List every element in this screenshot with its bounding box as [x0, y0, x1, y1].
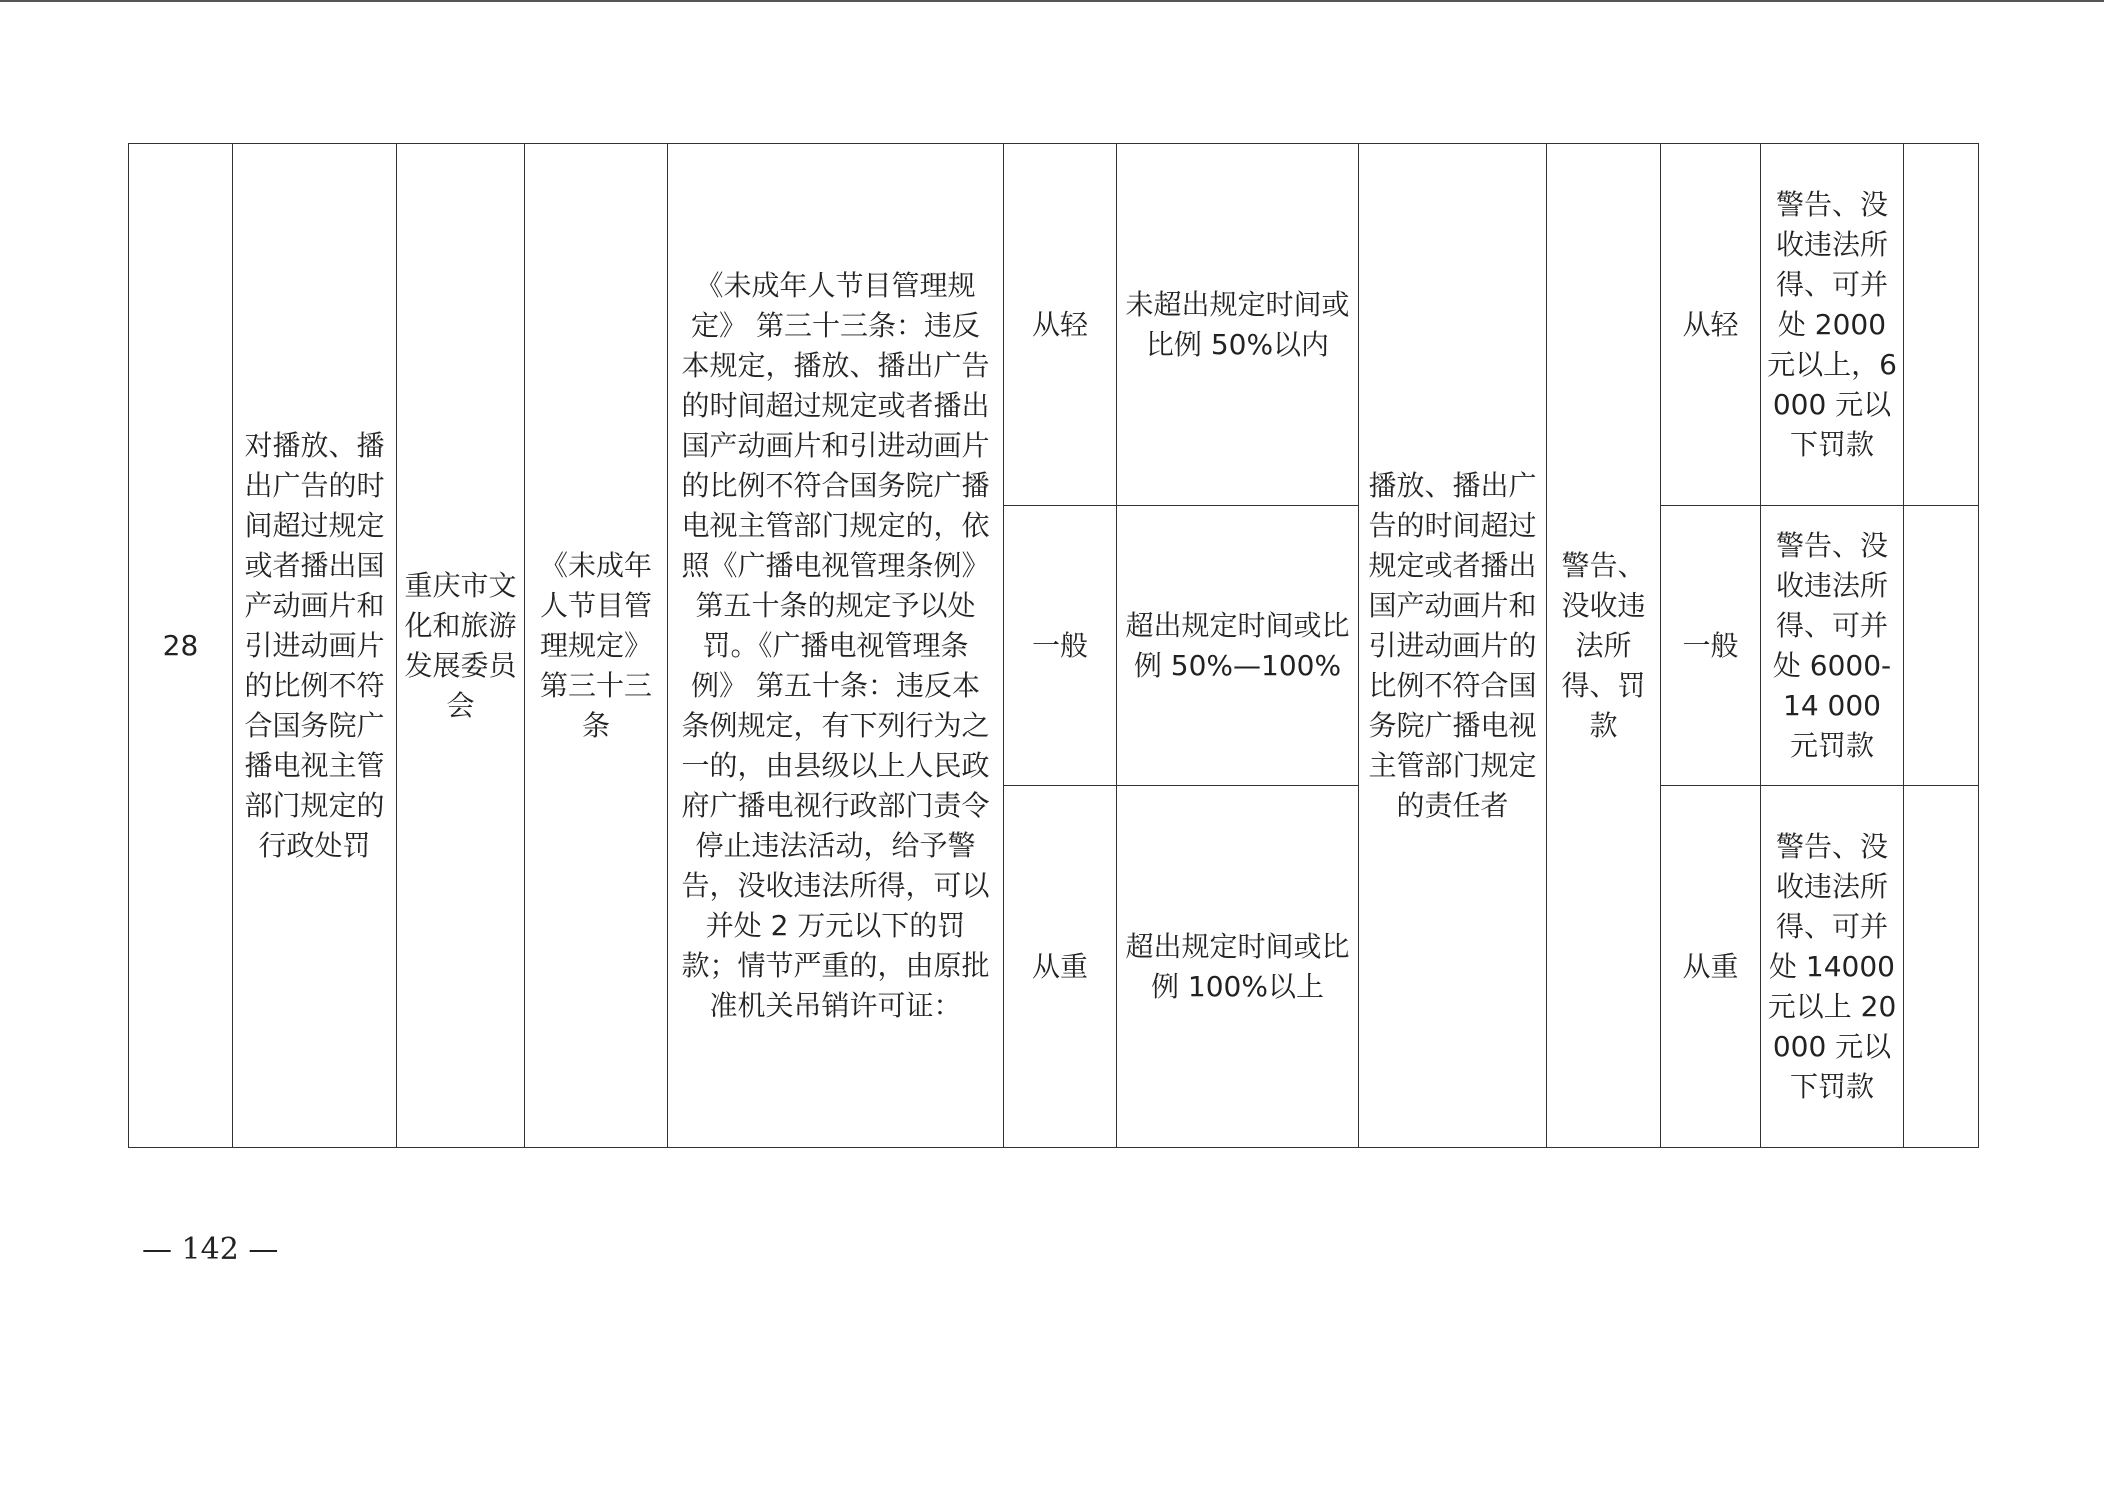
discretion-level: 一般 — [1004, 506, 1117, 786]
circumstance: 超出规定时间或比例 50%—100% — [1117, 506, 1359, 786]
penalty-standard: 警告、没收违法所得、可并处 14000 元以上 20000 元以下罚款 — [1761, 786, 1904, 1148]
penalty-standard: 警告、没收违法所得、可并处 6000- 14 000 元罚款 — [1761, 506, 1904, 786]
discretion-level: 从轻 — [1004, 144, 1117, 506]
item-name: 对播放、播出广告的时间超过规定或者播出国产动画片和引进动画片的比例不符合国务院广播电视主管部门规定的行政处罚 — [233, 144, 397, 1148]
discretion-level-repeat: 一般 — [1661, 506, 1761, 786]
penalty-standard-table — [128, 143, 1979, 1148]
table-row — [129, 144, 1979, 506]
circumstance: 超出规定时间或比例 100%以上 — [1117, 786, 1359, 1148]
penalty-standard: 警告、没收违法所得、可并处 2000 元以上，6000 元以下罚款 — [1761, 144, 1904, 506]
discretion-level-repeat: 从轻 — [1661, 144, 1761, 506]
remark-cell — [1904, 786, 1979, 1148]
enforcement-agency: 重庆市文化和旅游发展委员会 — [397, 144, 525, 1148]
penalty-type: 警告、没收违法所得、罚款 — [1547, 144, 1661, 1148]
remark-cell — [1904, 144, 1979, 506]
discretion-level-repeat: 从重 — [1661, 786, 1761, 1148]
violation-description: 播放、播出广告的时间超过规定或者播出国产动画片和引进动画片的比例不符合国务院广播电视主管部门规定的责任者 — [1359, 144, 1547, 1148]
legal-reference: 《未成年人节目管理规定》第三十三条 — [525, 144, 668, 1148]
circumstance: 未超出规定时间或比例 50%以内 — [1117, 144, 1359, 506]
discretion-level: 从重 — [1004, 786, 1117, 1148]
top-border-line — [0, 0, 2104, 2]
page-number: — 142 — — [142, 1232, 279, 1267]
remark-cell — [1904, 506, 1979, 786]
legal-basis: 《未成年人节目管理规定》 第三十三条：违反本规定，播放、播出广告的时间超过规定或者播出国产动画片和引进动画片的比例不符合国务院广播电视主管部门规定的，依照《广播电视管理条例》第五十条的规定予以处罚。《广播电视管理条例》 第五十条：违反本条例规定，有下列行为之一的，由县级以上人民政府广播电视行政部门责令停止违法活动，给予警告，没收违法所得，可以并处 2 万元以下的罚款；情节严重的，由原批准机关吊销许可证： — [668, 144, 1004, 1148]
row-number: 28 — [129, 144, 233, 1148]
